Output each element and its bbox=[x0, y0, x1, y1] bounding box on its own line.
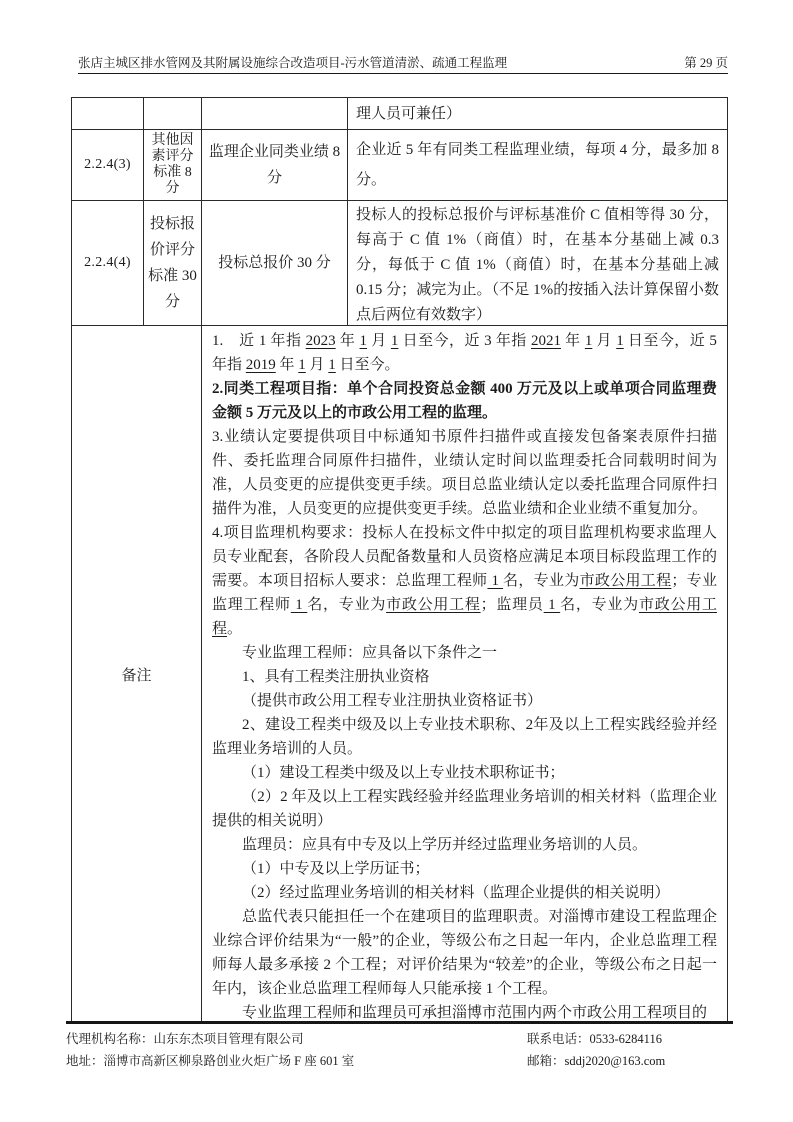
row-2-2-4-4-item-cell: 投标总报价 30 分 bbox=[202, 201, 348, 326]
row-2-2-4-3-item-cell: 监理企业同类业绩 8 分 bbox=[202, 130, 348, 201]
carryover-factor-cell bbox=[144, 98, 202, 130]
footer-divider-rule bbox=[66, 1021, 733, 1024]
row-2-2-4-4-id-cell: 2.2.4(4) bbox=[72, 201, 144, 326]
header-title: 张店主城区排水管网及其附属设施综合改造项目-污水管道清淤、疏通工程监理 bbox=[78, 56, 508, 70]
remarks-paragraph: 专业监理工程师：应具备以下条件之一 bbox=[242, 645, 498, 661]
remarks-paragraph: （1）中专及以上学历证书； bbox=[242, 861, 430, 877]
row-2-2-4-4-factor-cell: 投标报价评分标准 30 分 bbox=[144, 201, 202, 326]
remarks-paragraph: 4.项目监理机构要求：投标人在投标文件中拟定的项目监理机构要求监理人员专业配套，各阶段人员配备数量和人员资格应满足本项目标段监理工作的需要。本项目招标人要求：总监理工程师 1 名，专业为市政公用工程；专业监理工程师 1 名，专业为市政公用工程；监理员 1 名，专业为市政公用工程。 bbox=[212, 525, 717, 637]
remarks-paragraph: 3.业绩认定要提供项目中标通知书原件扫描件或直接发包备案表原件扫描件、委托监理合同原件扫描件，业绩认定时间以监理委托合同载明时间为准，人员变更的应提供变更手续。项目总监业绩认定以委托监理合同原件扫描件为准，人员变更的应提供变更手续。总监业绩和企业业绩不重复加分。 bbox=[212, 429, 717, 517]
remarks-paragraph: （2）经过监理业务培训的相关材料（监理企业提供的相关说明） bbox=[242, 885, 670, 901]
carryover-id-cell bbox=[72, 98, 144, 130]
row-2-2-4-3-criteria-cell: 企业近 5 年有同类工程监理业绩，每项 4 分，最多加 8 分。 bbox=[348, 130, 728, 201]
remarks-paragraph: 2.同类工程项目指：单个合同投资总金额 400 万元及以上或单项合同监理费金额 5 万元及以上的市政公用工程的监理。 bbox=[212, 381, 717, 421]
footer-email: 邮箱：sddj2020@163.com bbox=[527, 1054, 666, 1068]
footer-address: 地址：淄博市高新区柳泉路创业火炬广场 F 座 601 室 bbox=[66, 1054, 355, 1068]
remarks-paragraph: （提供市政公用工程专业注册执业资格证书） bbox=[242, 693, 543, 709]
remarks-label-cell: 备注 bbox=[72, 326, 202, 1023]
row-2-2-4-3-id-cell: 2.2.4(3) bbox=[72, 130, 144, 201]
remarks-paragraph: 1、具有工程类注册执业资格 bbox=[242, 669, 430, 685]
page-header bbox=[78, 55, 728, 74]
footer-agency: 代理机构名称：山东东杰项目管理有限公司 bbox=[66, 1032, 304, 1046]
row-2-2-4-4-criteria-cell: 投标人的投标总报价与评标基准价 C 值相等得 30 分，每高于 C 值 1%（商值）时，在基本分基础上减 0.3 分，每低于 C 值 1%（商值）时，在基本分基础上减 0.15 分；减完为止。（不足 1%的按插入法计算保留小数点后两位有效数字） bbox=[348, 201, 728, 326]
row-2-2-4-3-factor-cell: 其他因素评分标准 8 分 bbox=[144, 130, 202, 201]
page-footer bbox=[66, 1028, 733, 1072]
carryover-criteria-cell: 理人员可兼任） bbox=[348, 98, 728, 130]
remarks-content-cell bbox=[202, 326, 728, 1023]
remarks-paragraph: （2）2 年及以上工程实践经验并经监理业务培训的相关材料（监理企业提供的相关说明） bbox=[212, 789, 717, 829]
carryover-item-cell bbox=[202, 98, 348, 130]
evaluation-criteria-table bbox=[71, 97, 728, 1023]
remarks-paragraph: 监理员：应具有中专及以上学历并经过监理业务培训的人员。 bbox=[242, 837, 648, 853]
remarks-paragraph: 2、建设工程类中级及以上专业技术职称、2年及以上工程实践经验并经监理业务培训的人员。 bbox=[212, 717, 717, 757]
remarks-paragraph: 1. 近 1 年指 2023 年 1 月 1 日至今，近 3 年指 2021 年 1 月 1 日至今，近 5 年指 2019 年 1 月 1 日至今。 bbox=[212, 333, 717, 373]
remarks-paragraph: （1）建设工程类中级及以上专业技术职称证书； bbox=[242, 765, 565, 781]
remarks-paragraph: 总监代表只能担任一个在建项目的监理职责。对淄博市建设工程监理企业综合评价结果为“一般”的企业，等级公布之日起一年内，企业总监理工程师每人最多承接 2 个工程；对评价结果为“较差”的企业，等级公布之日起一年内，该企业总监理工程师每人只能承接 1 个工程。 bbox=[212, 909, 717, 997]
remarks-paragraph: 专业监理工程师和监理员可承担淄博市范围内两个市政公用工程项目的 bbox=[242, 1005, 708, 1021]
header-page-number: 第 29 页 bbox=[684, 56, 728, 70]
footer-phone: 联系电话：0533-6284116 bbox=[527, 1032, 662, 1046]
